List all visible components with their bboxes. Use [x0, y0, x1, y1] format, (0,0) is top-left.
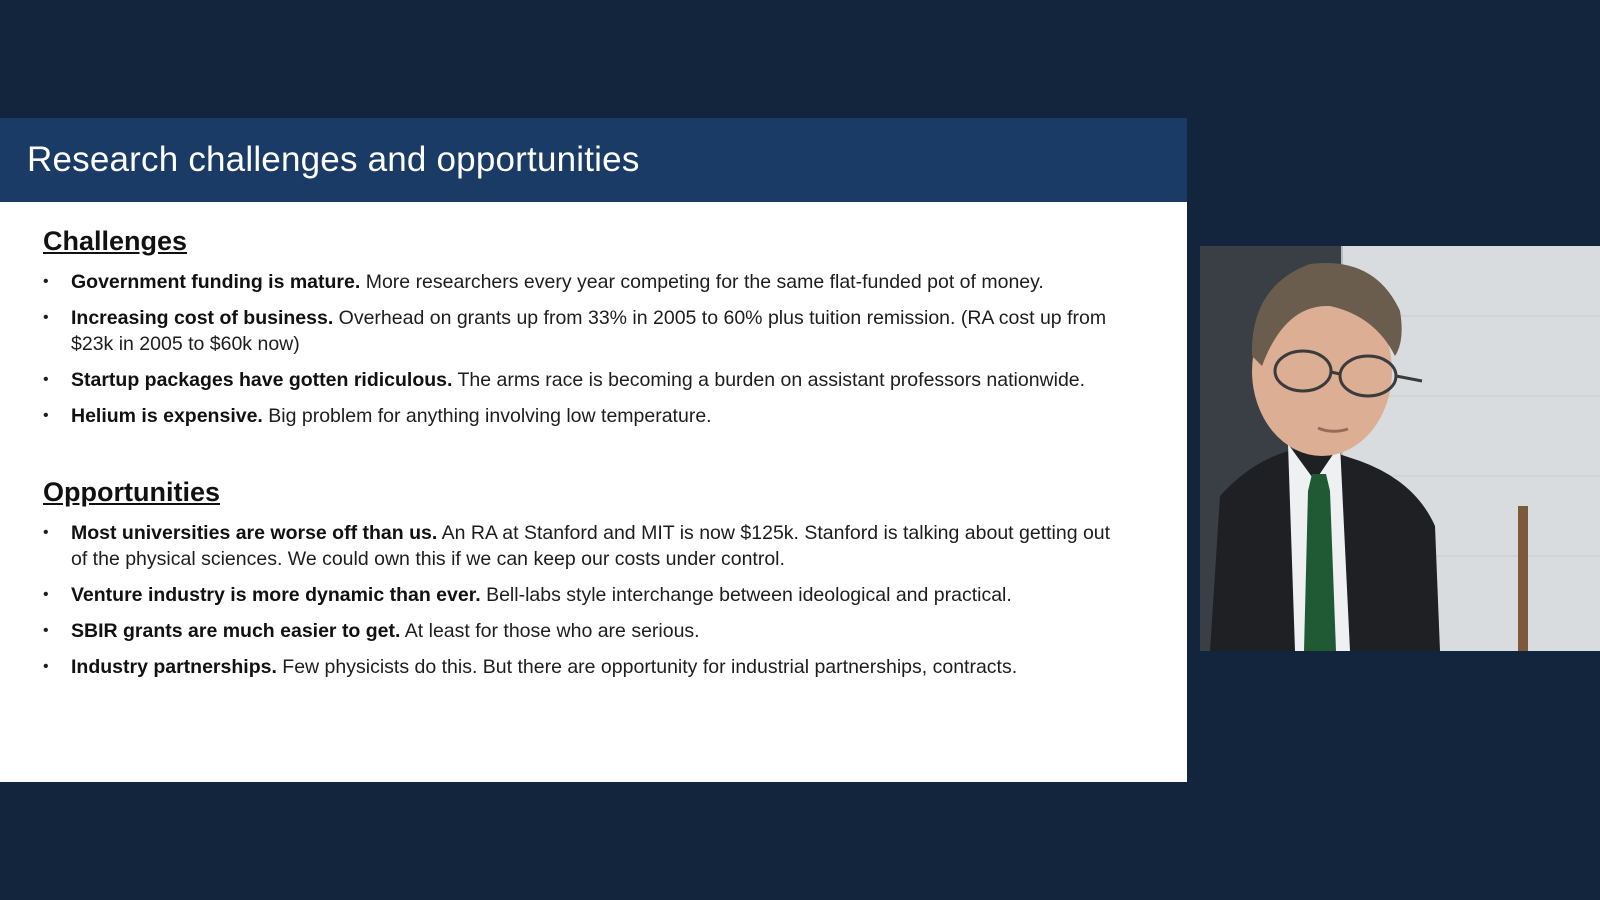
opportunity-item — [43, 618, 1127, 644]
bullet-bold-text: Most universities are worse off than us. — [71, 522, 438, 544]
bullet-text: The arms race is becoming a burden on assistant professors nationwide. — [457, 369, 1086, 391]
opportunities-heading: Opportunities — [43, 477, 220, 507]
bullet-text: More researchers every year competing for the same flat-funded pot of money. — [365, 271, 1044, 293]
bullet-bold-text: Industry partnerships. — [71, 656, 277, 678]
opportunities-section — [43, 477, 1127, 680]
speaker-video — [1200, 246, 1600, 651]
opportunities-list — [43, 520, 1127, 680]
challenge-item — [43, 305, 1127, 357]
bullet-icon: • — [43, 586, 49, 603]
bullet-text: Overhead on grants up from 33% in 2005 to 60% plus tuition remission. (RA cost up from $23k in 2005 to $60k now) — [71, 307, 1107, 355]
pole — [1518, 506, 1528, 651]
challenges-list — [43, 269, 1127, 429]
slide — [0, 118, 1187, 782]
bullet-bold-text: Venture industry is more dynamic than ever. — [71, 584, 481, 606]
bullet-bold-text: Increasing cost of business. — [71, 307, 334, 329]
bullet-icon: • — [43, 371, 49, 388]
bullet-icon: • — [43, 658, 49, 675]
opportunity-item — [43, 520, 1127, 572]
bullet-text: An RA at Stanford and MIT is now $125k. Stanford is talking about getting out of the physical sciences. We could own this if we can keep our costs under control. — [71, 522, 1111, 570]
slide-header — [0, 118, 1187, 202]
bullet-text: Bell-labs style interchange between ideological and practical. — [486, 584, 1012, 606]
opportunity-item — [43, 654, 1127, 680]
challenge-item — [43, 269, 1127, 295]
bullet-icon: • — [43, 524, 49, 541]
challenges-heading: Challenges — [43, 226, 188, 256]
glasses-bridge — [1331, 372, 1340, 374]
bullet-icon: • — [43, 407, 49, 424]
bullet-icon: • — [43, 309, 49, 326]
speaker-video-illustration — [1200, 246, 1600, 651]
bullet-text: Few physicists do this. But there are opportunity for industrial partnerships, contracts. — [282, 656, 1018, 678]
challenge-item — [43, 367, 1127, 393]
bullet-bold-text: Government funding is mature. — [71, 271, 361, 293]
bullet-icon: • — [43, 622, 49, 639]
slide-title: Research challenges and opportunities — [27, 140, 640, 179]
slide-body — [0, 202, 1187, 680]
challenge-item — [43, 403, 1127, 429]
bullet-bold-text: Startup packages have gotten ridiculous. — [71, 369, 453, 391]
bullet-text: At least for those who are serious. — [404, 620, 700, 642]
opportunity-item — [43, 582, 1127, 608]
bullet-icon: • — [43, 273, 49, 290]
bullet-bold-text: SBIR grants are much easier to get. — [71, 620, 401, 642]
bullet-text: Big problem for anything involving low temperature. — [268, 405, 712, 427]
challenges-section — [43, 226, 1127, 429]
bullet-bold-text: Helium is expensive. — [71, 405, 263, 427]
